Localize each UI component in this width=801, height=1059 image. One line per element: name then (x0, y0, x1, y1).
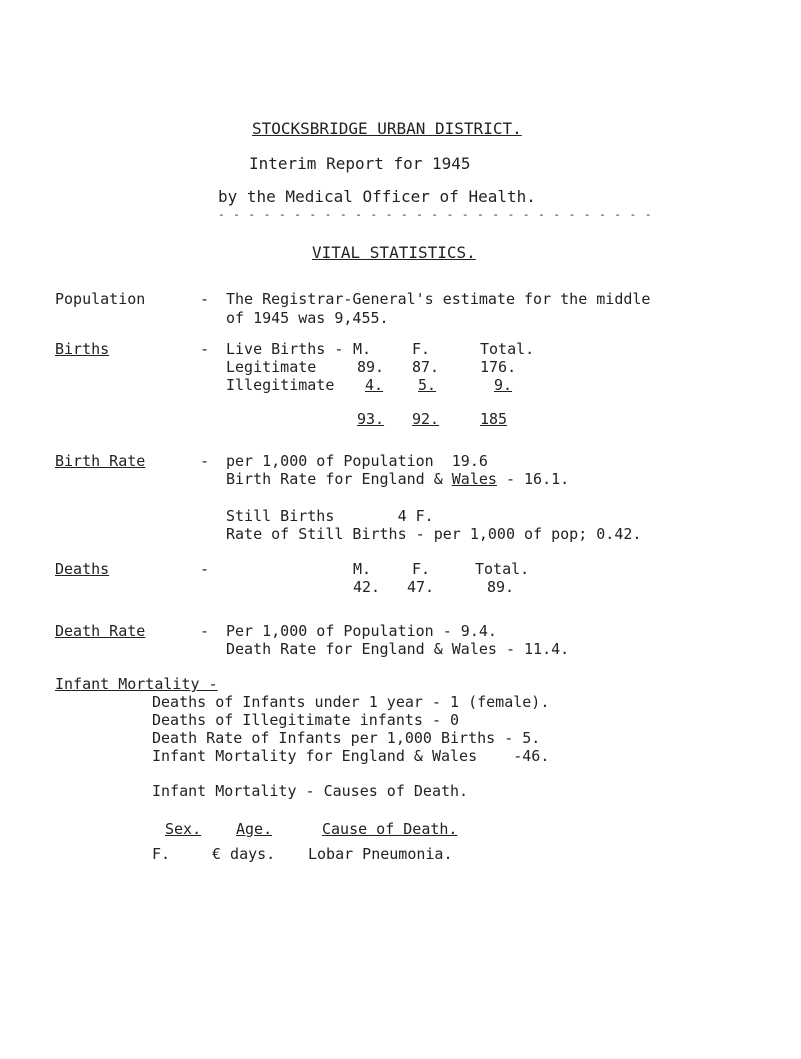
infant-line-2: Deaths of Illegitimate infants - 0 (152, 711, 460, 729)
births-total-total: 185 (480, 410, 508, 428)
deaths-dash: - (200, 560, 210, 578)
death-rate-line-2: Death Rate for England & Wales - 11.4. (226, 640, 570, 658)
births-total-f: 92. (412, 410, 440, 428)
births-label: Births (55, 340, 110, 358)
death-rate-label: Death Rate (55, 622, 146, 640)
deaths-value-total: 89. (487, 578, 515, 596)
infant-line-3: Death Rate of Infants per 1,000 Births - 5. (152, 729, 541, 747)
causes-row-cause: Lobar Pneumonia. (308, 845, 453, 863)
births-row-total: 9. (494, 376, 513, 394)
birth-rate-dash: - (200, 452, 210, 470)
causes-header-sex: Sex. (165, 820, 202, 838)
infant-line-4: Infant Mortality for England & Wales -46. (152, 747, 550, 765)
deaths-header-total: Total. (475, 560, 530, 578)
officer-line: by the Medical Officer of Health. (218, 187, 536, 206)
death-rate-line-1: Per 1,000 of Population - 9.4. (226, 622, 497, 640)
births-header-m: M. (353, 340, 372, 358)
causes-title: Infant Mortality - Causes of Death. (152, 782, 469, 800)
births-header-total: Total. (480, 340, 535, 358)
births-header-title: Live Births - (226, 340, 344, 358)
birth-rate-line-2a: Birth Rate for England & (226, 470, 452, 488)
deaths-value-f: 47. (407, 578, 435, 596)
still-births-line: Still Births 4 F. (226, 507, 434, 525)
births-dash: - (200, 340, 210, 358)
population-dash: - (200, 290, 210, 308)
causes-row-sex: F. (152, 845, 171, 863)
population-line-1: The Registrar-General's estimate for the middle (226, 290, 651, 308)
causes-header-cause: Cause of Death. (322, 820, 458, 838)
births-header-f: F. (412, 340, 431, 358)
infant-mortality-label: Infant Mortality - (55, 675, 218, 693)
district-title: STOCKSBRIDGE URBAN DISTRICT. (252, 119, 522, 138)
deaths-header-f: F. (412, 560, 431, 578)
header-rule: - - - - - - - - - - - - - - - - - - - - - - - - - - - - - (218, 208, 653, 221)
deaths-label: Deaths (55, 560, 110, 578)
births-row-f: 87. (412, 358, 440, 376)
causes-row-age: € days. (212, 845, 276, 863)
still-births-rate: Rate of Still Births - per 1,000 of pop; 0.42. (226, 525, 642, 543)
births-row-m: 89. (357, 358, 385, 376)
birth-rate-label: Birth Rate (55, 452, 146, 470)
population-line-2: of 1945 was 9,455. (226, 309, 389, 327)
deaths-header-m: M. (353, 560, 372, 578)
causes-header-age: Age. (236, 820, 273, 838)
births-row-m: 4. (365, 376, 384, 394)
death-rate-dash: - (200, 622, 210, 640)
birth-rate-line-2 (226, 470, 569, 488)
births-total-m: 93. (357, 410, 385, 428)
deaths-value-m: 42. (353, 578, 381, 596)
births-row-name: Legitimate (226, 358, 317, 376)
infant-line-1: Deaths of Infants under 1 year - 1 (female). (152, 693, 550, 711)
birth-rate-line-2c: - 16.1. (496, 470, 570, 488)
report-title: Interim Report for 1945 (249, 154, 471, 173)
birth-rate-line-1: per 1,000 of Population 19.6 (226, 452, 488, 470)
birth-rate-line-2b: Wales (451, 470, 497, 488)
population-label: Population (55, 290, 146, 308)
births-row-total: 176. (480, 358, 517, 376)
section-title: VITAL STATISTICS. (312, 243, 476, 262)
births-row-name: Illegitimate (226, 376, 335, 394)
births-row-f: 5. (418, 376, 437, 394)
